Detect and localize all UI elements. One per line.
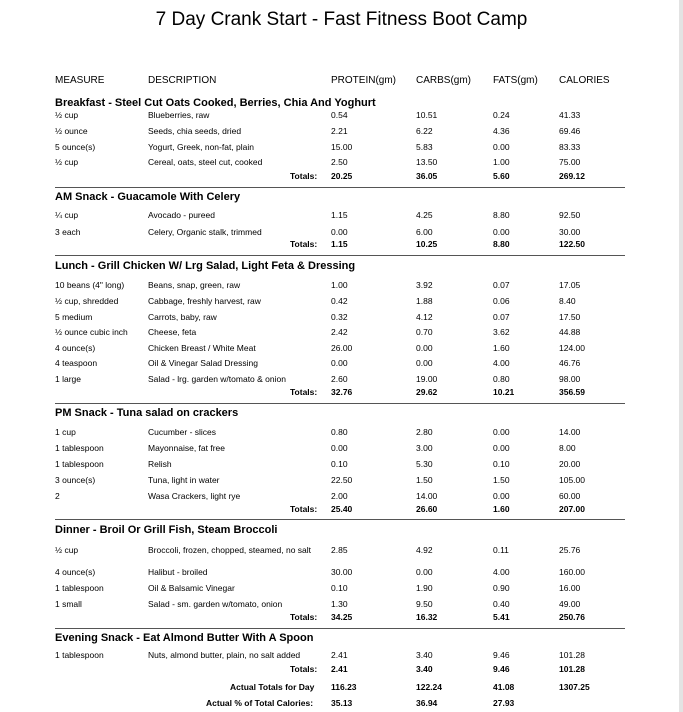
item-measure: ½ ounce [55,126,88,136]
item-protein: 0.10 [331,583,348,593]
item-fats: 8.80 [493,210,510,220]
item-fats: 3.62 [493,327,510,337]
item-measure: ½ cup, shredded [55,296,119,306]
item-fats: 0.90 [493,583,510,593]
item-measure: ¼ cup [55,210,79,220]
day-total-fats: 41.08 [493,682,515,692]
item-protein: 0.00 [331,227,348,237]
item-protein: 15.00 [331,142,353,152]
item-fats: 0.40 [493,599,510,609]
item-description: Blueberries, raw [148,110,210,120]
meal-heading: Lunch - Grill Chicken W/ Lrg Salad, Light Feta & Dressing [55,260,356,272]
meal-heading: Breakfast - Steel Cut Oats Cooked, Berries, Chia And Yoghurt [55,97,376,109]
item-description: Cheese, feta [148,327,197,337]
item-protein: 22.50 [331,475,353,485]
item-carbs: 19.00 [416,374,438,384]
page-title: 7 Day Crank Start - Fast Fitness Boot Camp [155,9,528,30]
item-protein: 0.10 [331,459,348,469]
item-protein: 2.85 [331,545,348,555]
item-protein: 2.50 [331,157,348,167]
item-measure: 1 large [55,374,81,384]
total-fats: 10.21 [493,387,515,397]
total-calories: 122.50 [559,239,585,249]
item-description: Avocado - pureed [148,210,215,220]
total-calories: 207.00 [559,504,585,514]
item-measure: 3 each [55,227,81,237]
item-measure: 4 teaspoon [55,358,98,368]
item-protein: 2.42 [331,327,348,337]
item-carbs: 1.88 [416,296,433,306]
item-calories: 17.05 [559,280,581,290]
item-measure: ½ cup [55,545,79,555]
day-totals-label: Actual Totals for Day [230,682,315,692]
item-calories: 49.00 [559,599,581,609]
item-calories: 17.50 [559,312,581,322]
section-divider [55,187,625,188]
day-total-calories: 1307.25 [559,682,590,692]
item-description: Tuna, light in water [148,475,220,485]
item-fats: 9.46 [493,650,510,660]
total-protein: 1.15 [331,239,348,249]
total-fats: 5.41 [493,612,510,622]
total-protein: 20.25 [331,171,353,181]
item-protein: 0.80 [331,427,348,437]
item-fats: 0.00 [493,491,510,501]
item-fats: 0.00 [493,142,510,152]
item-carbs: 0.00 [416,343,433,353]
item-calories: 124.00 [559,343,585,353]
calorie-percent-label: Actual % of Total Calories: [206,698,314,708]
item-calories: 105.00 [559,475,585,485]
item-fats: 1.50 [493,475,510,485]
item-measure: 4 ounce(s) [55,343,96,353]
item-measure: 1 tablespoon [55,459,104,469]
item-measure: ½ ounce cubic inch [55,327,128,337]
item-measure: 5 ounce(s) [55,142,96,152]
item-description: Oil & Balsamic Vinegar [148,583,235,593]
item-measure: 1 cup [55,427,76,437]
item-carbs: 6.22 [416,126,433,136]
item-calories: 98.00 [559,374,581,384]
item-description: Beans, snap, green, raw [148,280,241,290]
percent-fats: 27.93 [493,698,515,708]
header-fats: FATS(gm) [493,75,538,86]
totals-label: Totals: [290,239,318,249]
header-protein: PROTEIN(gm) [331,75,396,86]
item-calories: 44.88 [559,327,581,337]
item-fats: 4.36 [493,126,510,136]
item-carbs: 6.00 [416,227,433,237]
item-description: Cucumber - slices [148,427,217,437]
item-description: Salad - lrg. garden w/tomato & onion [148,374,286,384]
item-calories: 16.00 [559,583,581,593]
item-measure: 4 ounce(s) [55,567,96,577]
item-measure: 10 beans (4" long) [55,280,125,290]
item-fats: 4.00 [493,358,510,368]
item-description: Yogurt, Greek, non-fat, plain [148,142,255,152]
item-calories: 14.00 [559,427,581,437]
item-calories: 101.28 [559,650,585,660]
item-protein: 0.00 [331,358,348,368]
percent-carbs: 36.94 [416,698,438,708]
item-fats: 0.00 [493,427,510,437]
item-carbs: 5.83 [416,142,433,152]
item-protein: 0.00 [331,443,348,453]
section-divider [55,628,625,629]
item-fats: 0.00 [493,443,510,453]
item-fats: 0.06 [493,296,510,306]
page-edge [679,0,683,712]
section-divider [55,519,625,520]
total-calories: 269.12 [559,171,585,181]
item-fats: 4.00 [493,567,510,577]
header-description: DESCRIPTION [148,75,217,86]
item-fats: 0.07 [493,280,510,290]
total-carbs: 36.05 [416,171,438,181]
totals-label: Totals: [290,171,318,181]
item-description: Carrots, baby, raw [148,312,217,322]
item-description: Salad - sm. garden w/tomato, onion [148,599,283,609]
day-total-protein: 116.23 [331,682,357,692]
item-carbs: 3.00 [416,443,433,453]
item-description: Mayonnaise, fat free [148,443,226,453]
header-carbs: CARBS(gm) [416,75,472,86]
section-divider [55,403,625,404]
item-measure: 1 tablespoon [55,650,104,660]
total-fats: 1.60 [493,504,510,514]
item-calories: 92.50 [559,210,581,220]
item-protein: 0.54 [331,110,348,120]
item-calories: 75.00 [559,157,581,167]
total-carbs: 29.62 [416,387,438,397]
item-description: Broccoli, frozen, chopped, steamed, no salt [148,545,312,555]
item-fats: 0.24 [493,110,510,120]
total-protein: 2.41 [331,664,348,674]
item-calories: 30.00 [559,227,581,237]
item-measure: 1 small [55,599,82,609]
item-calories: 8.00 [559,443,576,453]
item-description: Cabbage, freshly harvest, raw [148,296,261,306]
total-carbs: 16.32 [416,612,438,622]
item-calories: 83.33 [559,142,581,152]
item-description: Chicken Breast / White Meat [148,343,256,353]
item-description: Wasa Crackers, light rye [148,491,241,501]
item-carbs: 1.50 [416,475,433,485]
item-calories: 46.76 [559,358,581,368]
item-description: Relish [148,459,172,469]
item-carbs: 1.90 [416,583,433,593]
item-protein: 2.21 [331,126,348,136]
item-protein: 2.00 [331,491,348,501]
totals-label: Totals: [290,612,318,622]
totals-label: Totals: [290,664,318,674]
item-fats: 0.80 [493,374,510,384]
item-protein: 2.60 [331,374,348,384]
item-calories: 60.00 [559,491,581,501]
item-carbs: 0.00 [416,567,433,577]
meal-heading: Evening Snack - Eat Almond Butter With A Spoon [55,632,314,644]
item-carbs: 13.50 [416,157,438,167]
item-measure: 2 [55,491,60,501]
item-protein: 2.41 [331,650,348,660]
item-carbs: 3.40 [416,650,433,660]
total-carbs: 10.25 [416,239,438,249]
item-description: Halibut - broiled [148,567,208,577]
item-protein: 0.42 [331,296,348,306]
item-protein: 30.00 [331,567,353,577]
day-total-carbs: 122.24 [416,682,442,692]
item-measure: 5 medium [55,312,93,322]
item-protein: 0.32 [331,312,348,322]
item-fats: 0.07 [493,312,510,322]
item-description: Cereal, oats, steel cut, cooked [148,157,263,167]
total-calories: 356.59 [559,387,585,397]
total-carbs: 3.40 [416,664,433,674]
totals-label: Totals: [290,504,318,514]
total-protein: 32.76 [331,387,353,397]
section-divider [55,255,625,256]
item-carbs: 0.00 [416,358,433,368]
item-carbs: 4.25 [416,210,433,220]
total-protein: 34.25 [331,612,353,622]
item-carbs: 9.50 [416,599,433,609]
total-calories: 250.76 [559,612,585,622]
item-carbs: 2.80 [416,427,433,437]
header-calories: CALORIES [559,75,610,86]
item-calories: 160.00 [559,567,585,577]
item-fats: 0.00 [493,227,510,237]
item-carbs: 4.92 [416,545,433,555]
totals-label: Totals: [290,387,318,397]
item-measure: 1 tablespoon [55,443,104,453]
item-calories: 20.00 [559,459,581,469]
item-carbs: 4.12 [416,312,433,322]
total-fats: 8.80 [493,239,510,249]
item-protein: 1.00 [331,280,348,290]
total-fats: 9.46 [493,664,510,674]
total-calories: 101.28 [559,664,585,674]
item-fats: 0.10 [493,459,510,469]
total-fats: 5.60 [493,171,510,181]
item-protein: 26.00 [331,343,353,353]
meal-heading: PM Snack - Tuna salad on crackers [55,407,239,419]
item-calories: 25.76 [559,545,581,555]
item-calories: 69.46 [559,126,581,136]
item-fats: 1.00 [493,157,510,167]
item-calories: 41.33 [559,110,581,120]
item-calories: 8.40 [559,296,576,306]
item-carbs: 14.00 [416,491,438,501]
item-description: Nuts, almond butter, plain, no salt added [148,650,301,660]
meal-heading: AM Snack - Guacamole With Celery [55,191,241,203]
item-protein: 1.30 [331,599,348,609]
total-protein: 25.40 [331,504,353,514]
item-fats: 1.60 [493,343,510,353]
item-description: Seeds, chia seeds, dried [148,126,242,136]
item-measure: 1 tablespoon [55,583,104,593]
item-carbs: 3.92 [416,280,433,290]
meal-heading: Dinner - Broil Or Grill Fish, Steam Broccoli [55,524,278,536]
item-carbs: 0.70 [416,327,433,337]
total-carbs: 26.60 [416,504,438,514]
item-protein: 1.15 [331,210,348,220]
item-carbs: 5.30 [416,459,433,469]
item-measure: ½ cup [55,110,79,120]
item-measure: 3 ounce(s) [55,475,96,485]
item-description: Oil & Vinegar Salad Dressing [148,358,258,368]
item-carbs: 10.51 [416,110,438,120]
header-measure: MEASURE [55,75,105,86]
item-description: Celery, Organic stalk, trimmed [148,227,262,237]
item-fats: 0.11 [493,545,509,555]
item-measure: ½ cup [55,157,79,167]
percent-protein: 35.13 [331,698,353,708]
